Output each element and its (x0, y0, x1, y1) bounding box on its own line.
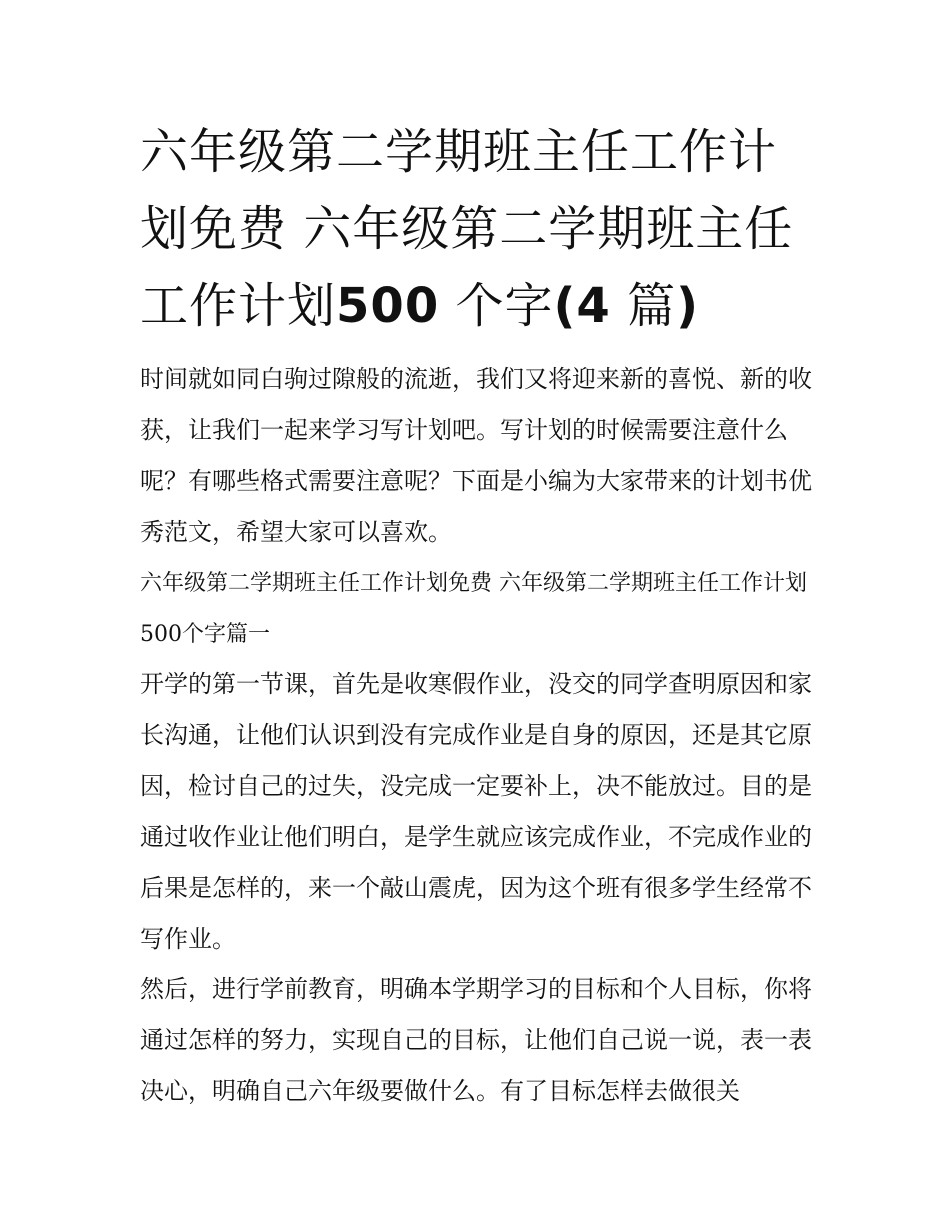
section-heading: 六年级第二学期班主任工作计划免费 六年级第二学期班主任工作计划500个字篇一 (140, 571, 807, 647)
title-close-paren: ) (676, 278, 700, 334)
document-title (140, 114, 820, 345)
title-unit: 个字 (439, 278, 554, 334)
body-paragraph-2: 然后，进行学前教育，明确本学期学习的目标和个人目标，你将通过怎样的努力，实现自己的目标，让他们自己说一说，表一表决心，明确自己六年级要做什么。有了目标怎样去做很关 (140, 975, 812, 1105)
title-count: (4 (553, 278, 611, 334)
intro-paragraph: 时间就如同白驹过隙般的流逝，我们又将迎来新的喜悦、新的收获，让我们一起来学习写计划吧。写计划的时候需要注意什么呢？有哪些格式需要注意呢？下面是小编为大家带来的计划书优秀范文，希望大家可以喜欢。 (140, 365, 812, 546)
title-number: 500 (336, 278, 440, 334)
title-count-unit: 篇 (610, 278, 677, 334)
title-text: 六年级第二学期班主任工作计划免费 六年级第二学期班主任工作计划 (140, 124, 794, 334)
body-paragraph-1: 开学的第一节课，首先是收寒假作业，没交的同学查明原因和家长沟通，让他们认识到没有完成作业是自身的原因，还是其它原因，检讨自己的过失，没完成一定要补上，决不能放过。目的是通过收作业让他们明白，是学生就应该完成作业，不完成作业的后果是怎样的，来一个敲山震虎，因为这个班有很多学生经常不写作业。 (140, 670, 812, 953)
